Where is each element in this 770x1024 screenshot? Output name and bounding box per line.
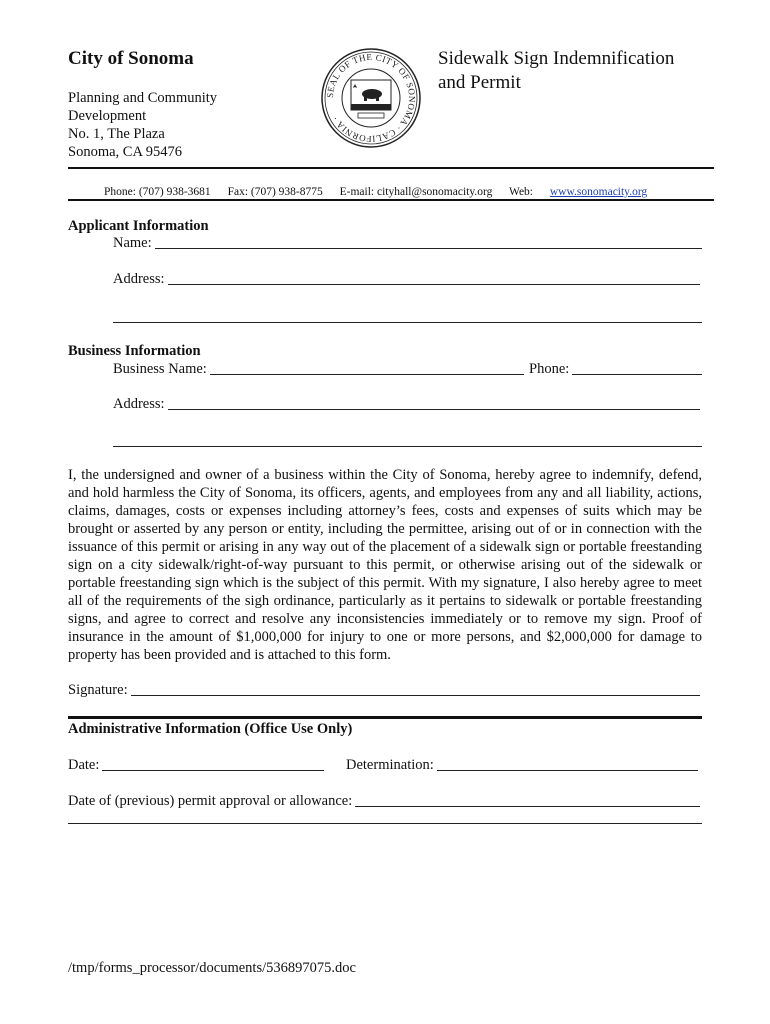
admin-date-label: Date: <box>68 757 100 773</box>
admin-date-row <box>68 757 324 774</box>
admin-heading: Administrative Information (Office Use Only) <box>68 721 353 737</box>
signature-row <box>68 682 700 699</box>
prev-approval-field[interactable] <box>355 806 700 807</box>
prev-approval-row <box>68 793 700 810</box>
signature-field[interactable] <box>131 695 700 696</box>
determination-row <box>346 757 698 774</box>
website-link[interactable]: www.sonomacity.org <box>549 186 648 198</box>
applicant-name-row <box>113 235 702 252</box>
prev-approval-field-2[interactable] <box>68 823 702 824</box>
department-address <box>68 89 217 161</box>
indemnification-text: I, the undersigned and owner of a business within the City of Sonoma, hereby agree to indemnify, defend, and hold harmless the City of Sonoma, its officers, agents, and employees from any and all liability, actions, claims, damages, costs or expenses including attorney’s fees, costs and expenses of suits which may be brought or asserted by any person or entity, including the permittee, arising out of or in connection with the issuance of this permit or arising in any way out of the placement of a sidewalk sign or portable freestanding sign on a city sidewalk/right-of-way pursuant to this permit, or otherwise arising out of the sidewalk or portable freestanding sign which is the subject of this permit. With my signature, I also hereby agree to meet all of the requirements of the sigh ordinance, particularly as it pertains to sidewalk or portable freestanding signs, and agree to correct and resolve any inconsistencies immediately or to remove my sign. Proof of insurance in the amount of $1,000,000 for injury to one or more persons, and $2,000,000 for damage to property has been provided and is attached to this form. <box>68 467 702 663</box>
applicant-address-label: Address: <box>113 271 165 287</box>
business-phone-row <box>529 361 702 378</box>
applicant-heading: Applicant Information <box>68 218 209 234</box>
document-path: /tmp/forms_processor/documents/536897075.doc <box>68 960 356 976</box>
applicant-address-field[interactable] <box>168 284 700 285</box>
address-line: No. 1, The Plaza <box>68 126 165 142</box>
address-line: Development <box>68 108 147 124</box>
business-address-label: Address: <box>113 396 165 412</box>
signature-label: Signature: <box>68 682 128 698</box>
business-address-field-2[interactable] <box>113 446 702 447</box>
admin-date-field[interactable] <box>102 770 324 771</box>
city-seal-icon <box>320 47 422 149</box>
business-name-label: Business Name: <box>113 361 207 377</box>
address-line: Sonoma, CA 95476 <box>68 144 182 160</box>
business-address-row <box>113 396 700 413</box>
business-name-row <box>113 361 524 378</box>
business-phone-field[interactable] <box>572 374 702 375</box>
applicant-address-row <box>113 271 700 288</box>
contact-web-label: Web: <box>509 186 536 198</box>
form-title <box>438 47 738 95</box>
contact-email: E-mail: cityhall@sonomacity.org <box>339 186 493 198</box>
header-divider <box>68 167 714 169</box>
admin-divider <box>68 716 702 719</box>
determination-field[interactable] <box>437 770 698 771</box>
address-line: Planning and Community <box>68 90 218 106</box>
applicant-address-field-2[interactable] <box>113 322 702 323</box>
contact-phone: Phone: (707) 938-3681 <box>104 186 211 198</box>
business-phone-label: Phone: <box>529 361 570 377</box>
title-line: Sidewalk Sign Indemnification <box>438 48 675 69</box>
business-heading: Business Information <box>68 343 201 359</box>
prev-approval-label: Date of (previous) permit approval or allowance: <box>68 793 353 809</box>
applicant-name-label: Name: <box>113 235 152 251</box>
city-name: City of Sonoma <box>68 48 194 69</box>
contact-divider <box>68 199 714 201</box>
title-line: and Permit <box>438 72 521 93</box>
contact-bar <box>104 186 647 198</box>
business-address-field[interactable] <box>168 409 700 410</box>
svg-text:SEAL OF THE CITY OF SONOMA · C: SEAL OF THE CITY OF SONOMA · CALIFORNIA · <box>324 51 418 145</box>
business-name-field[interactable] <box>210 374 524 375</box>
applicant-name-field[interactable] <box>155 248 702 249</box>
contact-fax: Fax: (707) 938-8775 <box>227 186 323 198</box>
determination-label: Determination: <box>346 757 434 773</box>
